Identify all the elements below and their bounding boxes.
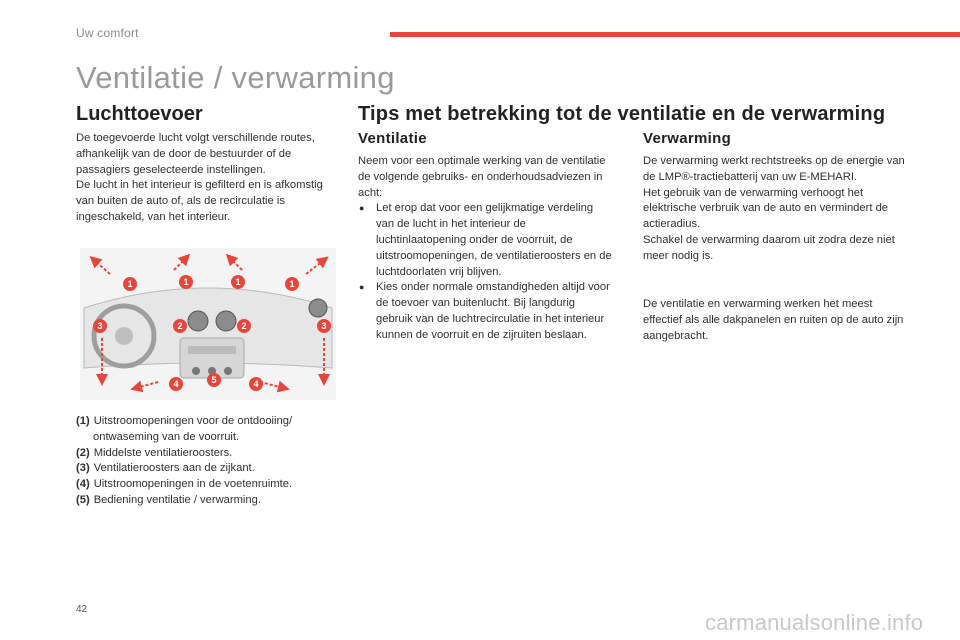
heading-luchttoevoer: Luchttoevoer xyxy=(76,103,203,125)
marker-3b: 3 xyxy=(321,321,327,331)
marker-5: 5 xyxy=(211,375,217,385)
watermark: carmanualsonline.info xyxy=(705,610,924,635)
marker-1a: 1 xyxy=(127,279,133,289)
legend-text: Ventilatieroosters aan de zijkant. xyxy=(93,462,255,475)
verwarming-text xyxy=(643,154,908,265)
side-vent-right xyxy=(309,299,327,317)
bullet-item: ● Let erop dat voor een gelijkmatige verdeling van de lucht in het interieur de luchtinlaatopening onder de voorruit, de uitstroomopeningen, de ventilatieroosters en de luchtdoorlaten vrij blijven. xyxy=(358,201,613,280)
marker-1b: 1 xyxy=(183,277,189,287)
dashboard-airflow-diagram xyxy=(80,248,336,400)
bullet-item: ● Kies onder normale omstandigheden altijd voor de toevoer van buitenlucht. Bij langdurig gebruik van de luchtrecirculatie in het interieur kunnen de voorruit en de zijruiten beslaan. xyxy=(358,280,613,343)
diagram-legend xyxy=(76,414,336,509)
legend-text: Uitstroomopeningen voor de ontdooiing/ ontwaseming van de voorruit. xyxy=(93,415,293,443)
marker-3a: 3 xyxy=(97,321,103,331)
heading-tips: Tips met betrekking tot de ventilatie en de verwarming xyxy=(358,103,886,125)
legend-text: Uitstroomopeningen in de voetenruimte. xyxy=(93,478,293,491)
section-label: Uw comfort xyxy=(76,26,139,40)
legend-number: (1) xyxy=(76,415,90,427)
heading-ventilatie: Ventilatie xyxy=(358,130,427,147)
verwarming-paragraph-1: De verwarming werkt rechtstreeks op de energie van de LMP®-tractiebatterij van uw E-MEHARI. xyxy=(643,155,905,183)
luchttoevoer-text xyxy=(76,131,336,226)
legend-number: (5) xyxy=(76,493,90,506)
steering-hub xyxy=(115,327,133,345)
ventilatie-text xyxy=(358,154,613,344)
center-vent-right xyxy=(216,311,236,331)
marker-1c: 1 xyxy=(235,277,241,287)
legend-text: Middelste ventilatieroosters. xyxy=(93,446,233,459)
marker-4b: 4 xyxy=(253,379,259,389)
legend-item xyxy=(76,414,336,446)
legend-item xyxy=(76,493,336,509)
marker-2a: 2 xyxy=(177,321,183,331)
legend-number: (2) xyxy=(76,446,90,459)
verwarming-paragraph-3: Schakel de verwarming daarom uit zodra deze niet meer nodig is. xyxy=(643,233,895,262)
page-title: Ventilatie / verwarming xyxy=(76,60,395,95)
heading-verwarming: Verwarming xyxy=(643,130,732,147)
ventilatie-intro: Neem voor een optimale werking van de ventilatie de volgende gebruiks- en onderhoudsadviezen in acht: xyxy=(358,155,606,199)
legend-text: Bediening ventilatie / verwarming. xyxy=(93,493,261,506)
intro-paragraph-1: De toegevoerde lucht volgt verschillende routes, afhankelijk van de door de bestuurder of de passagiers geselecteerde instellingen. xyxy=(76,132,315,176)
marker-2b: 2 xyxy=(241,321,247,331)
legend-item xyxy=(76,446,336,462)
legend-number: (3) xyxy=(76,462,90,475)
console-slot xyxy=(188,346,236,354)
accent-bar xyxy=(390,32,960,37)
verwarming-paragraph-2: Het gebruik van de verwarming verhoogt het elektrische verbruik van de auto en vermindert de actieradius. xyxy=(643,186,889,231)
verwarming-paragraph-4: De ventilatie en verwarming werken het meest effectief als alle dakpanelen en ruiten op de auto zijn aangebracht. xyxy=(643,298,904,342)
marker-4a: 4 xyxy=(173,379,179,389)
legend-number: (4) xyxy=(76,478,90,491)
control-knob xyxy=(192,367,200,375)
control-knob xyxy=(224,367,232,375)
legend-item xyxy=(76,477,336,493)
verwarming-note xyxy=(643,297,908,344)
intro-paragraph-2: De lucht in het interieur is gefilterd en is afkomstig van buiten de auto of, als de recirculatie is ingeschakeld, van het interieur. xyxy=(76,179,323,223)
center-vent-left xyxy=(188,311,208,331)
legend-item xyxy=(76,461,336,477)
page-number: 42 xyxy=(76,604,88,615)
ventilatie-bullets xyxy=(358,201,613,343)
marker-1d: 1 xyxy=(289,279,295,289)
